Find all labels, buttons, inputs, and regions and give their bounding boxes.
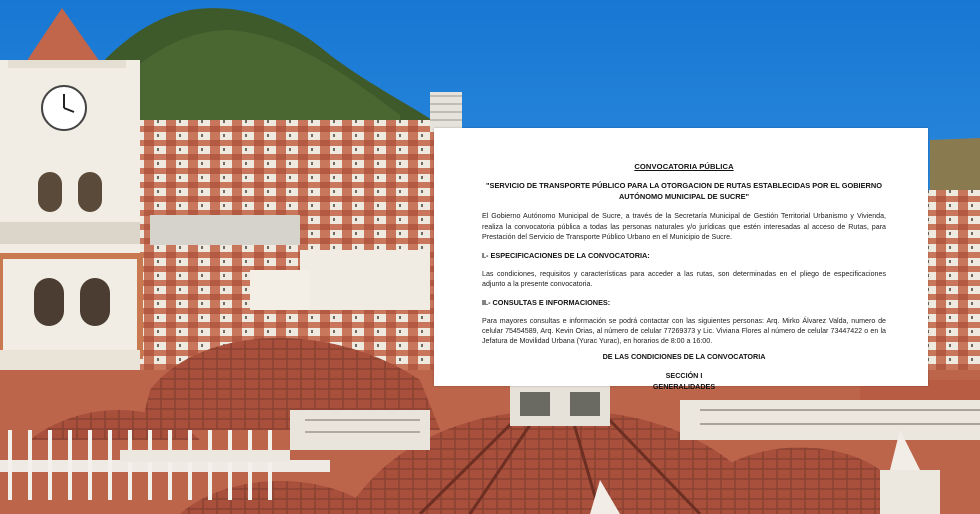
section2-heading: II.- CONSULTAS E INFORMACIONES: [482, 297, 611, 307]
convocatoria-document [434, 128, 928, 391]
right-dome [720, 448, 880, 514]
generalities-label: GENERALIDADES [652, 381, 716, 391]
section1-heading: I.- ESPECIFICACIONES DE LA CONVOCATORIA: [482, 250, 650, 260]
document-title: CONVOCATORIA PÚBLICA [634, 162, 734, 171]
intro-paragraph: El Gobierno Autónomo Municipal de Sucre, a través de la Secretaría Municipal de Gestión Territorial Urbanismo y Vivienda, realiza la convocatoria pública a todas las personas naturales y/o jurídicas que estén interesadas al acceso de Rutas, para Prestación del Servicio de Transporte Público Urbano en el Municipio de Sucre. [482, 212, 886, 241]
bell-tower [0, 8, 140, 380]
document-subtitle: "SERVICIO DE TRANSPORTE PÚBLICO PARA LA OTORGACION DE RUTAS ESTABLECIDAS POR EL GOBIERNO AUTÓNOMO MUNICIPAL DE SUCRE" [486, 181, 882, 201]
section-label: SECCIÓN I [665, 371, 703, 381]
conditions-heading: DE LAS CONDICIONES DE LA CONVOCATORIA [602, 351, 766, 361]
section1-paragraph: Las condiciones, requisitos y características para acceder a las rutas, son determinadas en el pliego de especificaciones adjunto a la presente convocatoria. [482, 269, 886, 288]
section2-paragraph: Para mayores consultas e información se podrá contactar con las siguientes personas: Arq. Mirko Álvarez Valda, numero de celular 75454589, Arq. Kevin Orias, al número de celular 77269373 y Lic. Viviana Flores al número de celular 73447422 o en la Jefatura de Movilidad Urbana (Yurac Yurac), en horarios de 8:00 a 16:00. [482, 316, 886, 345]
